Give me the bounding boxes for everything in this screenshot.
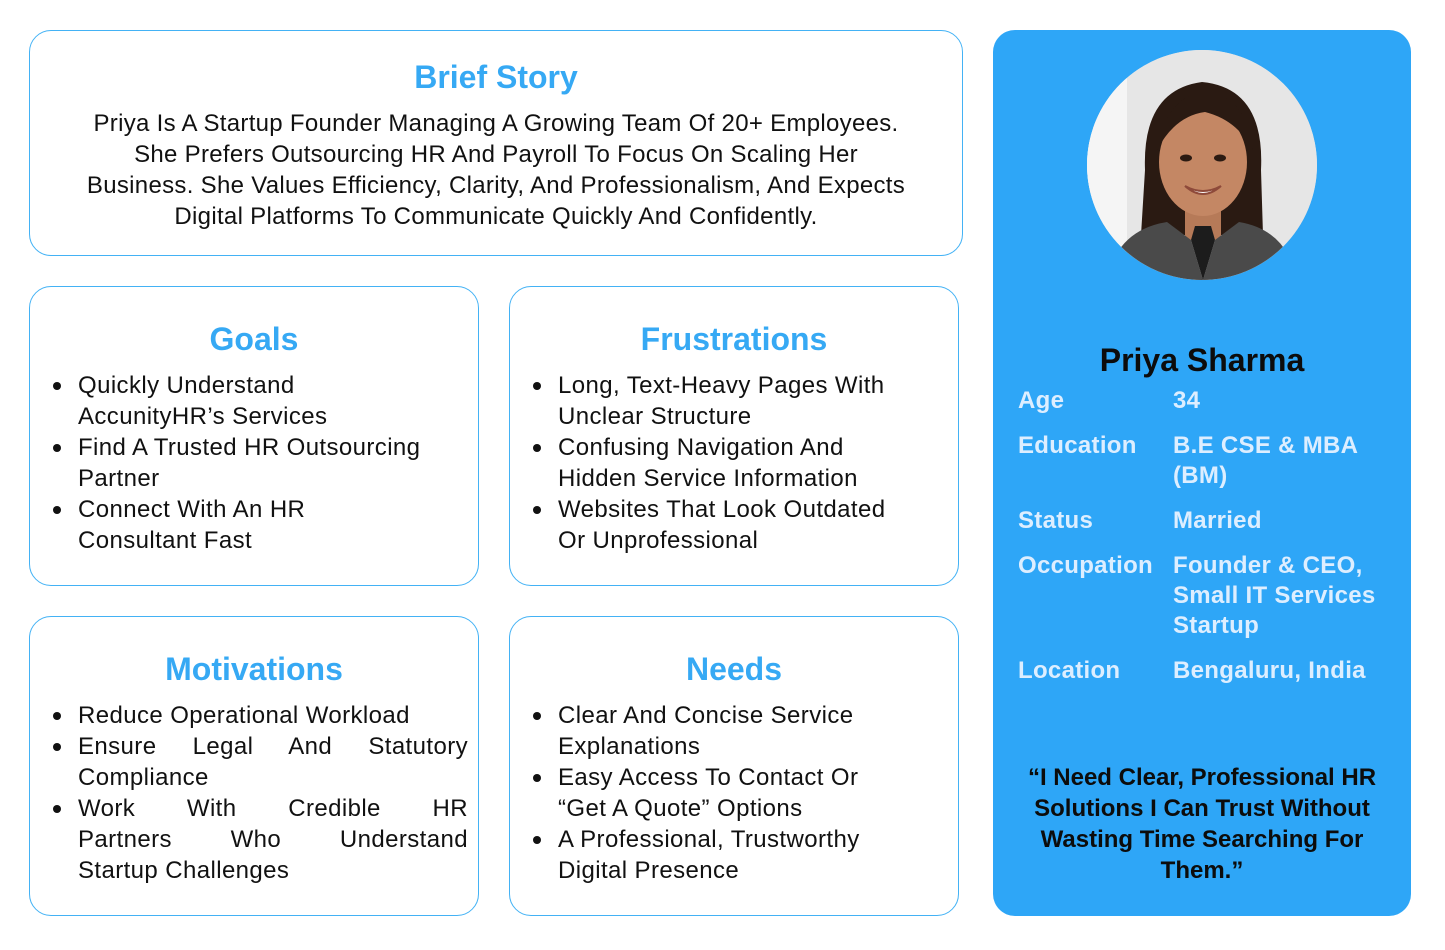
list-item: Work With Credible HR Partners Who Understand Startup Challenges	[30, 793, 468, 886]
list-item: Find A Trusted HR Outsourcing Partner	[30, 432, 468, 494]
persona-name: Priya Sharma	[1099, 342, 1305, 378]
list-item: Quickly Understand AccunityHR’s Services	[30, 370, 468, 432]
list-item: Connect With An HR Consultant Fast	[30, 494, 468, 556]
person-portrait-icon	[1087, 50, 1317, 280]
persona-quote: “I Need Clear, Professional HR Solutions I Can Trust Without Wasting Time Searching For Them.”	[1027, 764, 1377, 884]
list-item: Websites That Look Outdated Or Unprofessional	[510, 494, 948, 556]
motivations-list	[30, 700, 468, 886]
list-item: Confusing Navigation And Hidden Service Information	[510, 432, 948, 494]
motivations-title: Motivations	[165, 651, 343, 687]
education-label: Education	[1018, 432, 1137, 459]
brief-story-title: Brief Story	[414, 59, 578, 95]
education-value: B.E CSE & MBA (BM)	[1173, 432, 1359, 489]
needs-card	[509, 616, 959, 916]
goals-card	[29, 286, 479, 586]
persona-profile-panel	[993, 30, 1411, 916]
goals-list	[30, 370, 468, 556]
occupation-value: Founder & CEO, Small IT Services Startup	[1173, 552, 1376, 639]
list-item: Easy Access To Contact Or “Get A Quote” Options	[510, 762, 948, 824]
needs-list	[510, 700, 948, 886]
list-item: Clear And Concise Service Explanations	[510, 700, 948, 762]
story-line: Digital Platforms To Communicate Quickly And Confidently.	[174, 203, 818, 230]
location-value: Bengaluru, India	[1173, 657, 1366, 684]
status-label: Status	[1018, 507, 1094, 534]
story-line: Business. She Values Efficiency, Clarity, And Professionalism, And Expects	[86, 172, 906, 199]
list-item: Ensure Legal And Statutory Compliance	[30, 731, 468, 793]
list-item: Reduce Operational Workload	[30, 700, 468, 731]
story-line: She Prefers Outsourcing HR And Payroll To Focus On Scaling Her	[134, 141, 858, 168]
age-value: 34	[1173, 387, 1201, 414]
occupation-label: Occupation	[1018, 552, 1154, 579]
frustrations-title: Frustrations	[640, 321, 828, 357]
list-item: A Professional, Trustworthy Digital Presence	[510, 824, 948, 886]
status-value: Married	[1173, 507, 1262, 534]
location-label: Location	[1018, 657, 1121, 684]
frustrations-card	[509, 286, 959, 586]
needs-title: Needs	[685, 651, 783, 687]
list-item: Long, Text-Heavy Pages With Unclear Structure	[510, 370, 948, 432]
age-label: Age	[1018, 387, 1065, 414]
motivations-card	[29, 616, 479, 916]
avatar	[1087, 50, 1317, 280]
brief-story-card	[29, 30, 963, 256]
frustrations-list	[510, 370, 948, 556]
story-line: Priya Is A Startup Founder Managing A Growing Team Of 20+ Employees.	[93, 110, 899, 137]
goals-title: Goals	[209, 321, 299, 357]
